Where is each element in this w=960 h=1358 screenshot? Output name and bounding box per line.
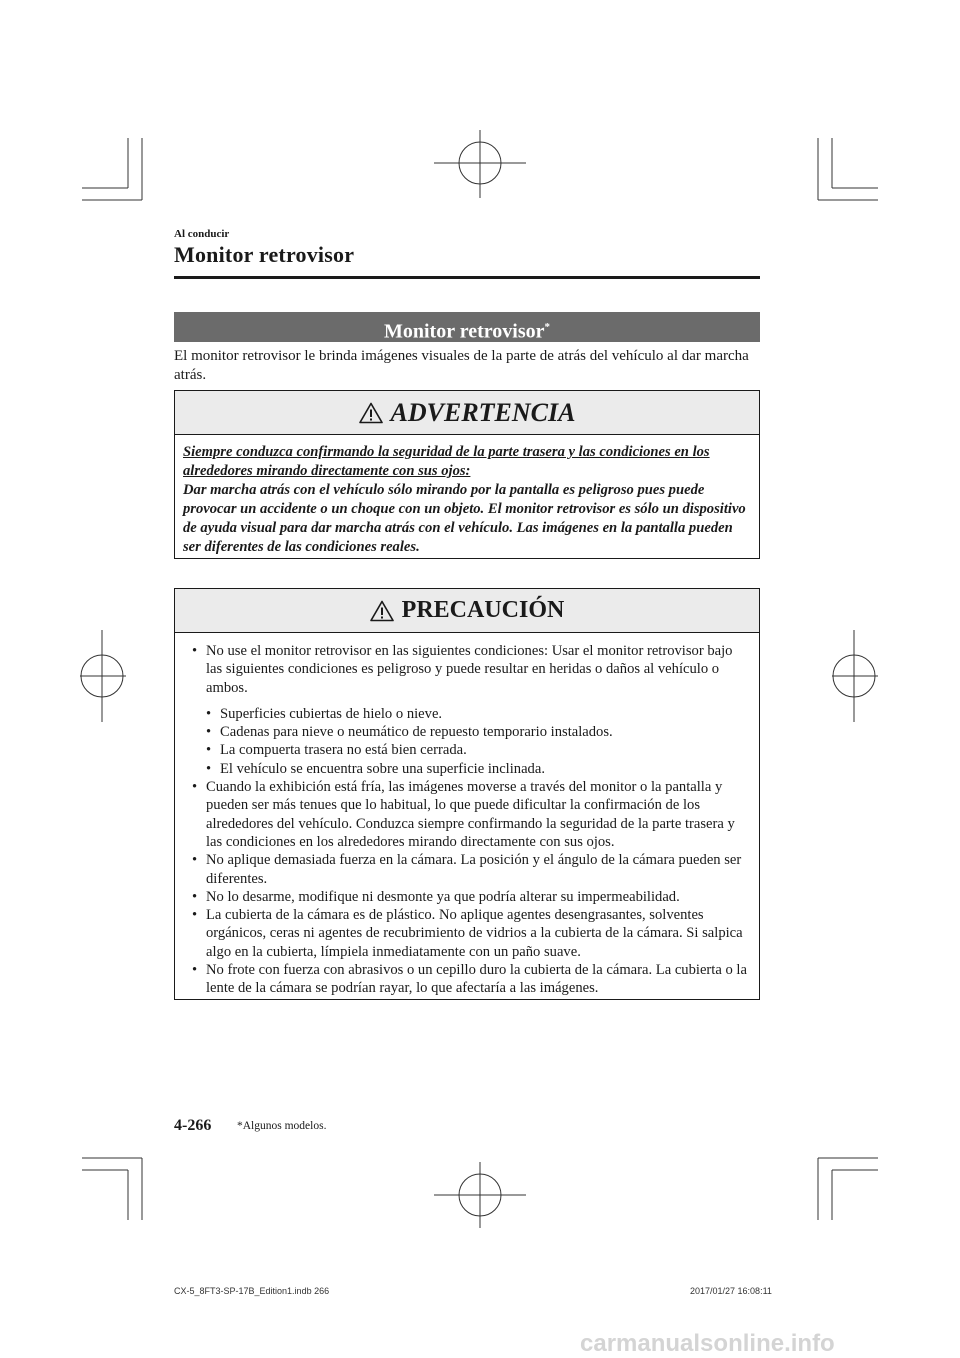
intro-paragraph: El monitor retrovisor le brinda imágenes visuales de la parte de atrás del vehículo al dar marcha atrás. [174, 348, 749, 383]
section-title-bar [174, 312, 760, 342]
bullet-mark: • [192, 779, 198, 796]
warning-body-text: Dar marcha atrás con el vehículo sólo mirando por la pantalla es peligroso pues puede provocar un accidente o un choque con un objeto. El monitor retrovisor es sólo un dispositivo de ayuda visual para dar marcha atrás con el vehículo. Las imágenes en la pantalla pueden ser diferentes de las condiciones reales. [183, 482, 746, 555]
caution-triangle-icon [370, 600, 394, 622]
bullet-mark: • [206, 705, 212, 722]
caution-sub-item-text: El vehículo se encuentra sobre una superficie inclinada. [220, 760, 545, 777]
warning-text [175, 435, 759, 557]
bullet-mark: • [192, 962, 198, 979]
site-watermark: carmanualsonline.info [580, 1330, 835, 1357]
caution-item [186, 851, 749, 888]
bullet-mark: • [192, 888, 198, 905]
caution-item [186, 961, 749, 998]
caution-item-text: No use el monitor retrovisor en las siguientes condiciones: Usar el monitor retrovisor bajo las siguientes condiciones es peligroso y puede resultar en heridas o daños al vehículo o ambos. [206, 643, 733, 696]
warning-underlined-text: Siempre conduzca confirmando la seguridad de la parte trasera y las condiciones en los alrededores mirando directamente con sus ojos: [183, 444, 710, 479]
caution-sub-item [186, 723, 749, 741]
caution-item-text: Cuando la exhibición está fría, las imágenes moverse a través del monitor o la pantalla y pueden ser más tenues que lo habitual, lo que puede dificultar la confirmación de los alrededores del vehículo. Conduzca siempre confirmando la seguridad de la parte trasera y las condiciones en los alrededores mirando directamente con sus ojos. [206, 779, 735, 850]
caution-sub-item-text: Superficies cubiertas de hielo o nieve. [220, 705, 443, 722]
bullet-mark: • [206, 760, 212, 777]
chapter-label: Al conducir [174, 228, 230, 240]
warning-title: ADVERTENCIA [390, 397, 576, 427]
warning-triangle-icon [359, 402, 383, 424]
print-slug-file: CX-5_8FT3-SP-17B_Edition1.indb 266 [174, 1286, 330, 1296]
caution-item [186, 888, 749, 906]
caution-box [174, 588, 760, 1000]
caution-list [175, 633, 759, 998]
caution-title: PRECAUCIÓN [401, 597, 565, 623]
caution-item [186, 906, 749, 961]
bullet-mark: • [206, 742, 212, 759]
caution-sub-item [186, 760, 749, 778]
caution-item [186, 642, 749, 697]
caution-sub-item [186, 705, 749, 723]
header-divider [174, 276, 760, 279]
caution-sub-item-text: Cadenas para nieve o neumático de repuesto temporario instalados. [220, 724, 613, 741]
caution-item-text: No aplique demasiada fuerza en la cámara. La posición y el ángulo de la cámara pueden ser diferentes. [206, 852, 742, 887]
page-number: 4-266 [174, 1117, 212, 1134]
optional-equipment-mark: * [544, 321, 551, 333]
footnote: *Algunos modelos. [237, 1120, 327, 1132]
caution-item-text: La cubierta de la cámara es de plástico. No aplique agentes desengrasantes, solventes orgánicos, ceras ni agentes de recubrimiento de vidrios a la cubierta de la cámara. Si salpica algo en la cubierta, límpiela inmediatamente con un paño suave. [206, 907, 743, 960]
caution-sub-item-text: La compuerta trasera no está bien cerrada. [220, 742, 467, 759]
bullet-mark: • [192, 643, 198, 659]
bullet-mark: • [206, 724, 212, 741]
bullet-mark: • [192, 852, 198, 869]
bullet-mark: • [192, 907, 198, 924]
print-slug-datetime: 2017/01/27 16:08:11 [690, 1286, 772, 1296]
page-title: Monitor retrovisor [174, 242, 355, 267]
caution-item-text: No frote con fuerza con abrasivos o un cepillo duro la cubierta de la cámara. La cubierta o la lente de la cámara se podrían rayar, lo que afectaría a las imágenes. [206, 962, 747, 997]
caution-sub-list [186, 705, 749, 778]
section-title: Monitor retrovisor [383, 320, 545, 343]
caution-item-text: No lo desarme, modifique ni desmonte ya que podría alterar su impermeabilidad. [206, 888, 680, 905]
warning-header [175, 391, 759, 435]
caution-item [186, 778, 749, 851]
caution-sub-item [186, 741, 749, 759]
caution-header [175, 589, 759, 633]
warning-box [174, 390, 760, 559]
